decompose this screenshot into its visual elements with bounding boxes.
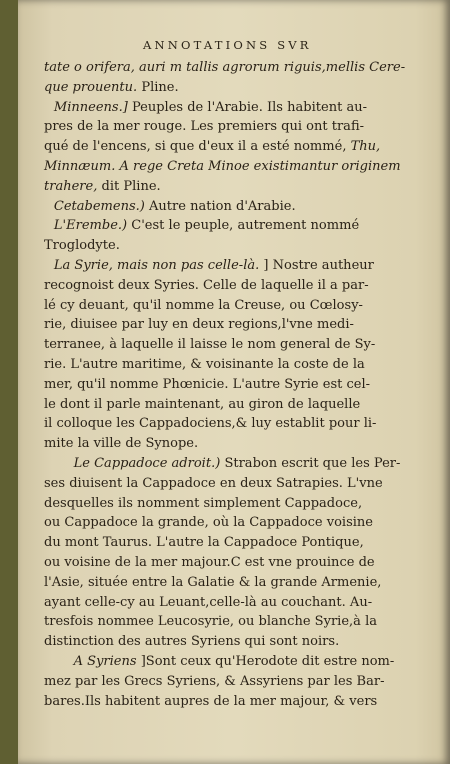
text-line xyxy=(44,454,434,474)
italic-segment: tate o orifera, auri m tallis agrorum riguis,mellis Cere- xyxy=(44,60,406,75)
text-line xyxy=(44,632,434,652)
roman-segment: distinction des autres Syriens qui sont noirs. xyxy=(44,634,340,650)
roman-segment: ayant celle-cy au Leuant,celle-là au couchant. Au- xyxy=(44,594,373,610)
text-line xyxy=(44,177,434,197)
roman-segment: ou Cappadoce la grande, où la Cappadoce voisine xyxy=(44,515,374,531)
text-line xyxy=(44,395,434,415)
roman-segment: mez par les Grecs Syriens, & Assyriens par les Bar- xyxy=(44,673,385,689)
text-line xyxy=(44,355,434,375)
text-line xyxy=(44,58,434,78)
italic-segment: A Syriens xyxy=(73,653,137,669)
running-header: ANNOTATIONS SVR xyxy=(143,38,312,52)
text-line xyxy=(44,137,434,157)
roman-segment: pres de la mer rouge. Les premiers qui ont trafi- xyxy=(44,119,365,135)
italic-segment: L'Erembe.) xyxy=(53,218,128,234)
roman-segment: Autre nation d'Arabie. xyxy=(144,198,296,214)
italic-segment: Minnæum. A rege Creta Minoe existimantur originem xyxy=(44,158,401,174)
text-line xyxy=(44,98,434,118)
roman-segment: lé cy deuant, qu'il nomme la Creuse, ou Cœlosy- xyxy=(44,297,363,313)
text-line xyxy=(44,157,434,177)
roman-segment: bares.Ils habitent aupres de la mer majour, & vers xyxy=(44,693,378,709)
roman-segment: mer, qu'il nomme Phœnicie. L'autre Syrie est cel- xyxy=(44,376,371,392)
text-line xyxy=(44,692,434,712)
roman-segment: mite la ville de Synope. xyxy=(44,436,199,452)
text-line xyxy=(44,533,434,553)
roman-segment: ou voisine de la mer majour.C est vne prouince de xyxy=(44,554,375,570)
text-line xyxy=(44,652,434,672)
text-line xyxy=(44,236,434,256)
text-line xyxy=(44,276,434,296)
text-line xyxy=(44,434,434,454)
roman-segment: rie. L'autre maritime, & voisinante la coste de la xyxy=(44,356,365,372)
roman-segment: il colloque les Cappadociens,& luy establit pour li- xyxy=(44,416,377,432)
roman-segment: tresfois nommee Leucosyrie, ou blanche Syrie,à la xyxy=(44,614,378,630)
text-line xyxy=(44,78,434,98)
text-line xyxy=(44,553,434,573)
roman-segment: Pline. xyxy=(137,79,179,95)
italic-segment: Cetabemens.) xyxy=(53,198,145,214)
text-line xyxy=(44,315,434,335)
roman-segment: rie, diuisee par luy en deux regions,l'vne medi- xyxy=(44,317,354,333)
text-line xyxy=(44,672,434,692)
text-line xyxy=(44,414,434,434)
book-page xyxy=(18,0,450,764)
italic-segment: trahere, xyxy=(44,178,98,194)
text-line xyxy=(44,573,434,593)
text-line xyxy=(44,375,434,395)
roman-segment: terranee, à laquelle il laisse le nom general de Sy- xyxy=(44,337,376,353)
text-line xyxy=(44,216,434,236)
text-line xyxy=(44,612,434,632)
annotation-text-block xyxy=(44,58,439,711)
text-line xyxy=(44,197,434,217)
text-line xyxy=(44,256,434,276)
text-line xyxy=(44,494,434,514)
italic-segment: Minneens.] xyxy=(53,99,128,115)
roman-segment: ] Nostre autheur xyxy=(259,257,374,273)
text-line xyxy=(44,335,434,355)
italic-segment: Le Cappadoce adroit.) xyxy=(73,455,221,471)
text-line xyxy=(44,117,434,137)
roman-segment: C'est le peuple, autrement nommé xyxy=(127,218,360,234)
roman-segment: ]Sont ceux qu'Herodote dit estre nom- xyxy=(136,653,395,669)
roman-segment: desquelles ils nomment simplement Cappadoce, xyxy=(44,495,363,511)
roman-segment: Peuples de l'Arabie. Ils habitent au- xyxy=(127,99,367,115)
roman-segment: ses diuisent la Cappadoce en deux Satrapies. L'vne xyxy=(44,475,383,491)
text-line xyxy=(44,296,434,316)
roman-segment: qué de l'encens, si que d'eux il a esté nommé, xyxy=(44,139,347,155)
roman-segment: l'Asie, située entre la Galatie & la grande Armenie, xyxy=(44,574,382,590)
italic-segment: que prouentu. xyxy=(44,79,138,95)
text-line xyxy=(44,593,434,613)
text-line xyxy=(44,513,434,533)
text-line xyxy=(44,474,434,494)
italic-segment: La Syrie, mais non pas celle-là. xyxy=(53,257,260,273)
italic-segment: Thu, xyxy=(346,139,381,155)
roman-segment: le dont il parle maintenant, au giron de laquelle xyxy=(44,396,361,412)
roman-segment: Troglodyte. xyxy=(44,238,120,254)
roman-segment: Strabon escrit que les Per- xyxy=(220,455,401,471)
roman-segment: dit Pline. xyxy=(97,178,161,194)
roman-segment: du mont Taurus. L'autre la Cappadoce Pontique, xyxy=(44,535,364,551)
roman-segment: recognoist deux Syries. Celle de laquelle il a par- xyxy=(44,277,369,293)
